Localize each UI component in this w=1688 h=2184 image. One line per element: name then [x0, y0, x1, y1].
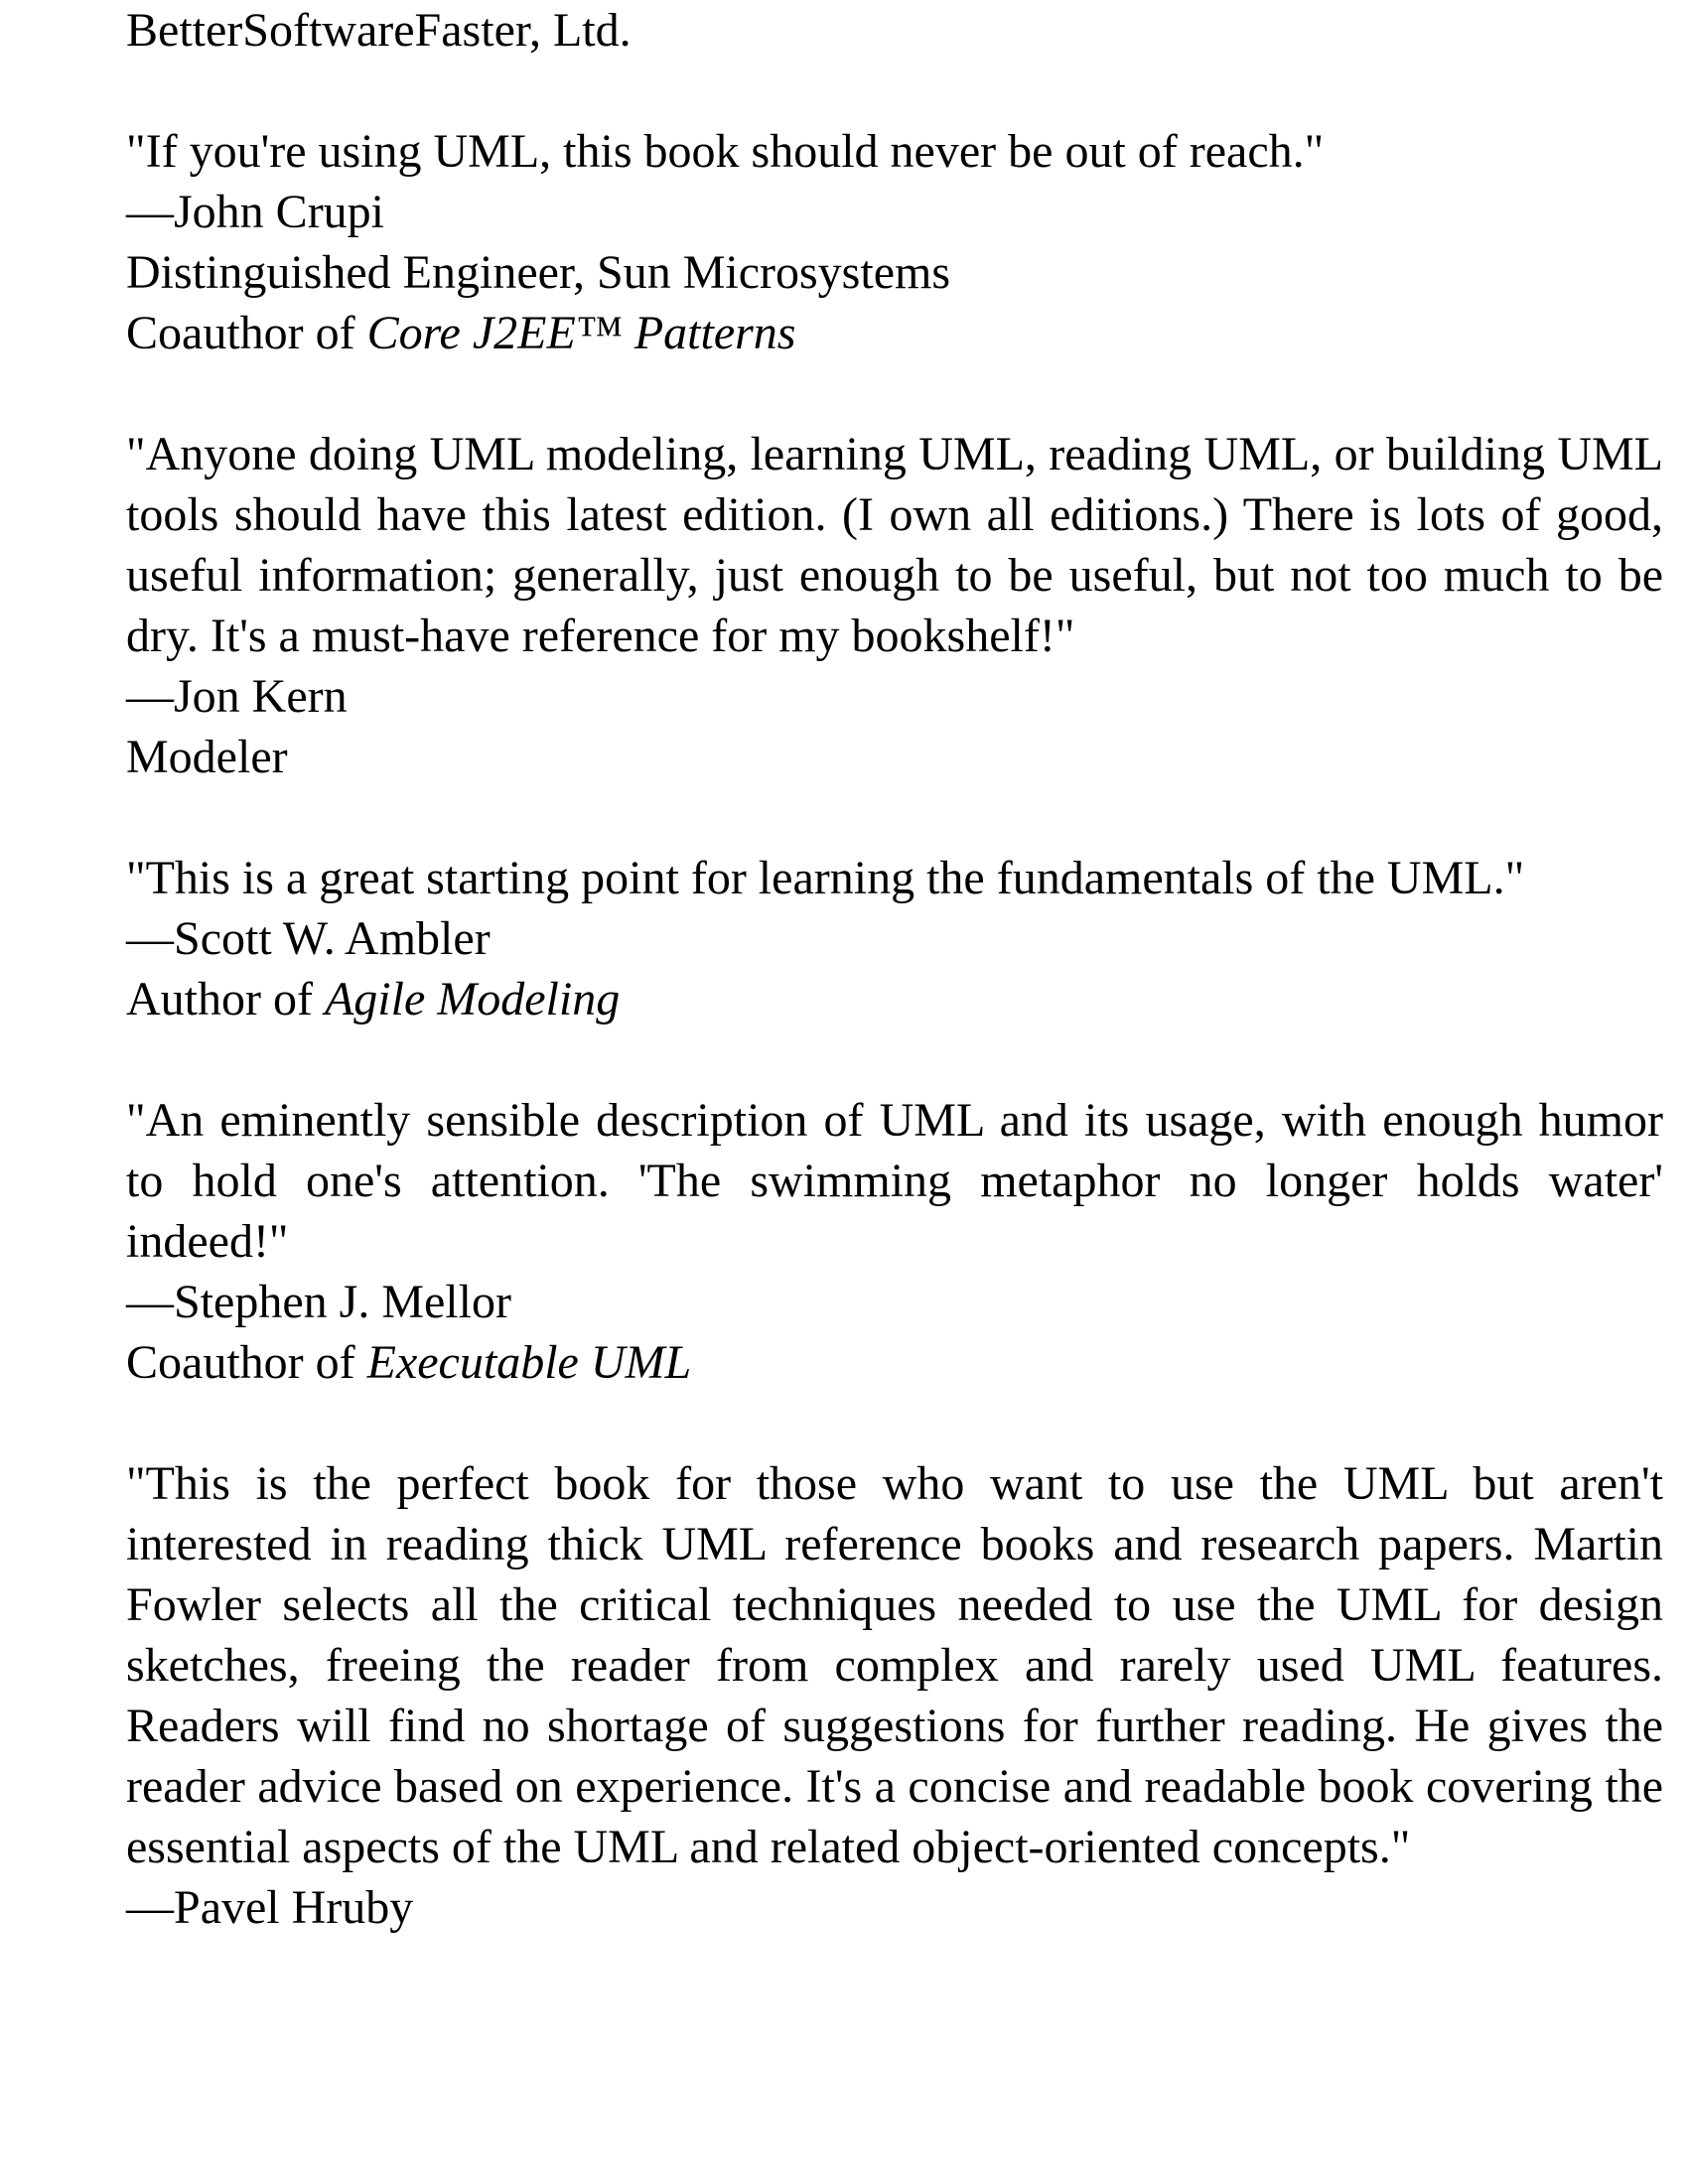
endorsement-role: Distinguished Engineer, Sun Microsystems	[126, 246, 951, 299]
spacer	[126, 1393, 1663, 1453]
endorsement-quote: "An eminently sensible description of UML and its usage, with enough humor to hold one's attention. 'The swimming metaphor no longer holds water' indeed!"	[126, 1094, 1663, 1268]
endorsement-author: —Scott W. Ambler	[126, 912, 491, 965]
book-title: Agile Modeling	[324, 973, 621, 1025]
endorsement-author: —Pavel Hruby	[126, 1881, 414, 1934]
credit-prefix: Coauthor of	[126, 307, 367, 359]
spacer	[126, 61, 1663, 121]
endorsement-credit	[126, 303, 1663, 363]
spacer	[126, 363, 1663, 424]
endorsement-scott-ambler	[126, 848, 1663, 1029]
endorsement-quote: "If you're using UML, this book should never be out of reach."	[126, 125, 1325, 178]
endorsement-quote: "This is the perfect book for those who want to use the UML but aren't interested in reading thick UML reference books and research papers. Martin Fowler selects all the critical techniques needed to use the UML for design sketches, freeing the reader from complex and rarely used UML features. Readers will find no shortage of suggestions for further reading. He gives the reader advice based on experience. It's a concise and readable book covering the essential aspects of the UML and related object-oriented concepts."	[126, 1457, 1663, 1873]
credit-prefix: Author of	[126, 973, 325, 1025]
endorsement-john-crupi	[126, 121, 1663, 363]
endorsement-stephen-mellor	[126, 1090, 1663, 1393]
endorsement-author: —John Crupi	[126, 186, 385, 238]
book-title: Executable UML	[366, 1336, 692, 1389]
endorsement-jon-kern	[126, 424, 1663, 787]
spacer	[126, 787, 1663, 848]
endorsement-role: Modeler	[126, 731, 288, 783]
endorsement-author: —Stephen J. Mellor	[126, 1276, 511, 1328]
endorsement-quote: "Anyone doing UML modeling, learning UML, reading UML, or building UML tools should have this latest edition. (I own all editions.) There is lots of good, useful information; generally, just enough to be useful, but not too much to be dry. It's a must-have reference for my bookshelf!"	[126, 428, 1663, 662]
company-name: BetterSoftwareFaster, Ltd.	[126, 4, 632, 57]
spacer	[126, 1029, 1663, 1090]
endorsement-author: —Jon Kern	[126, 670, 348, 723]
endorsement-credit	[126, 1332, 1663, 1393]
credit-prefix: Coauthor of	[126, 1336, 367, 1389]
endorsement-quote: "This is a great starting point for learning the fundamentals of the UML."	[126, 852, 1525, 904]
endorsement-pavel-hruby	[126, 1453, 1663, 1938]
endorsement-credit	[126, 969, 1663, 1029]
book-title: Core J2EE™ Patterns	[366, 307, 796, 359]
document-page	[126, 0, 1663, 1938]
